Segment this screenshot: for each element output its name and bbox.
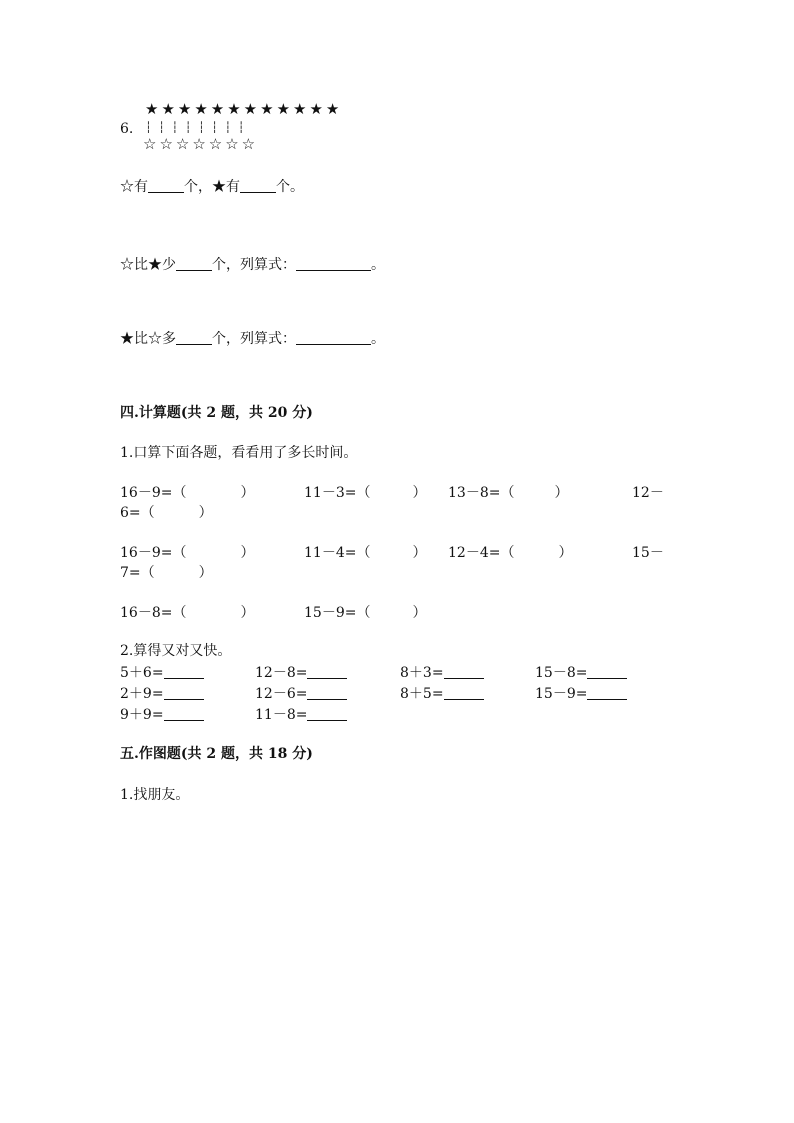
equation-blank[interactable] [296,256,371,271]
equation-blank[interactable] [296,330,371,345]
answer-blank[interactable] [176,256,212,271]
quick-calc-item: 11－8= [255,705,347,725]
mental-math-item-wrap: 6=（ ） [120,505,213,521]
mental-math-item: 16－9=（ ） [120,485,255,501]
quick-calc-item: 2＋9= [120,684,204,704]
mental-math-item: 13－8=（ ） [448,485,569,501]
answer-blank[interactable] [164,685,204,700]
q6-line-1: ☆有 个，★有 个。 [120,179,304,195]
answer-blank[interactable] [176,330,212,345]
mental-math-item: 15－ [632,545,664,561]
quick-calc-item: 15－8= [535,663,627,683]
quick-calc-item: 5＋6= [120,663,204,683]
mental-math-item-wrap: 7=（ ） [120,565,213,581]
mental-math-item: 16－8=（ ） [120,605,255,621]
answer-blank[interactable] [148,178,184,193]
quick-calc-item: 12－6= [255,684,347,704]
mental-math-item: 11－3=（ ） [304,485,427,501]
answer-blank[interactable] [307,706,347,721]
quick-calc-item: 8＋5= [400,684,484,704]
answer-blank[interactable] [164,706,204,721]
mental-math-item: 15－9=（ ） [304,605,427,621]
q6-line-3: ★比☆多 个，列算式： 。 [120,331,385,347]
section-5-q1-title: 1.找朋友。 [120,787,190,803]
section-4-heading: 四.计算题(共 2 题，共 20 分) [120,405,313,421]
mental-math-item: 12－4=（ ） [448,545,573,561]
question-number: 6. [120,121,134,137]
mental-math-item: 11－4=（ ） [304,545,427,561]
section-4-q1-title: 1.口算下面各题，看看用了多长时间。 [120,445,358,461]
answer-blank[interactable] [587,664,627,679]
q6-line-2: ☆比★少 个，列算式： 。 [120,257,385,273]
answer-blank[interactable] [307,685,347,700]
section-5-heading: 五.作图题(共 2 题，共 18 分) [120,746,313,762]
answer-blank[interactable] [164,664,204,679]
answer-blank[interactable] [444,664,484,679]
section-4-q2-title: 2.算得又对又快。 [120,643,232,659]
dotted-connector-lines: ┆ ┆ ┆ ┆ ┆ ┆ ┆ ┆ [145,121,245,134]
answer-blank[interactable] [444,685,484,700]
answer-blank[interactable] [240,178,276,193]
quick-calc-item: 15－9= [535,684,627,704]
quick-calc-item: 12－8= [255,663,347,683]
answer-blank[interactable] [307,664,347,679]
white-stars-row: ☆☆☆☆☆☆☆ [143,135,259,153]
mental-math-item: 12－ [632,485,664,501]
quick-calc-item: 8＋3= [400,663,484,683]
answer-blank[interactable] [587,685,627,700]
mental-math-item: 16－9=（ ） [120,545,255,561]
quick-calc-item: 9＋9= [120,705,204,725]
black-stars-row: ★★★★★★★★★★★★ [145,100,343,118]
